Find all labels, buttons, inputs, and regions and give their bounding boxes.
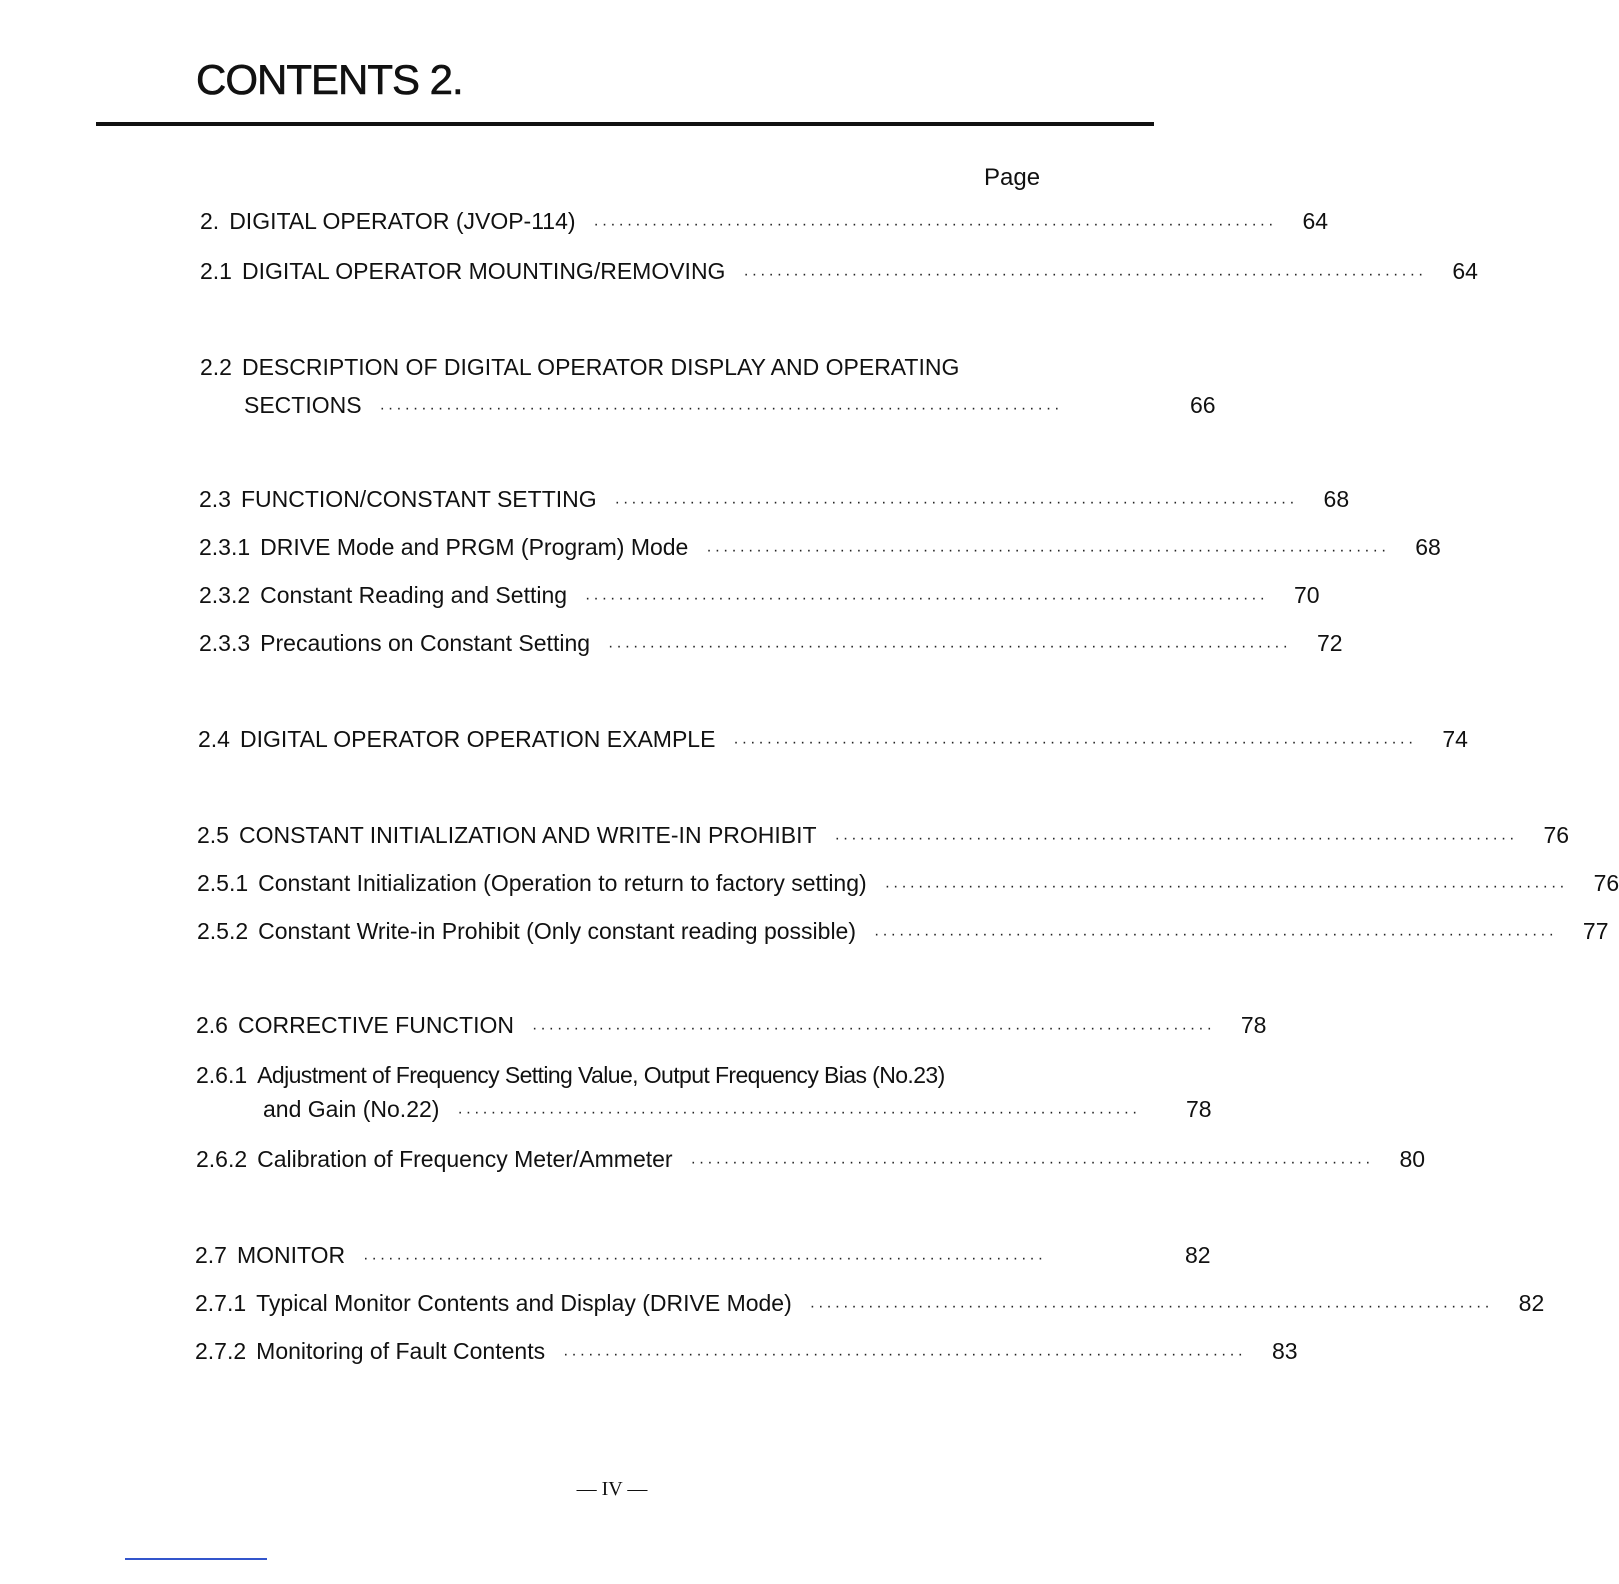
toc-entry-2-6-2[interactable] [196,1142,1426,1180]
entry-number: 2.5.2 [197,918,249,944]
toc-entry-2-6[interactable] [196,1008,1267,1046]
dot-leader: ·················································································· [614,494,1298,511]
toc-entry-2-7-1[interactable] [195,1286,1545,1324]
entry-title: DRIVE Mode and PRGM (Program) Mode [260,534,689,560]
dot-leader: ·················································································· [743,266,1427,283]
entry-page: 64 [1302,208,1329,234]
dot-leader: ·················································································· [874,926,1557,943]
toc-entry-2-5[interactable] [197,818,1570,856]
entry-page: 76 [1593,870,1619,896]
entry-title-continuation: and Gain (No.22) [263,1096,440,1122]
entry-number: 2.6 [196,1012,228,1038]
entry-number: 2.7 [195,1242,227,1268]
entry-title-continuation: SECTIONS [244,392,362,418]
entry-number: 2.5 [197,822,229,848]
toc-entry-2-7-2[interactable] [195,1334,1298,1372]
dot-leader: ·················································································· [608,638,1291,655]
toc-entry-2-7[interactable] [195,1238,1225,1276]
toc-entry-2-5-1[interactable] [197,866,1619,904]
dot-leader: ·················································································· [884,878,1568,895]
page-column-label: Page [984,164,1041,191]
entry-title: Constant Initialization (Operation to return to factory setting) [258,870,867,896]
dot-leader: ·················································································· [834,830,1518,847]
dot-leader: ·················································································· [585,590,1268,607]
page-title: CONTENTS 2. [196,56,463,103]
entry-title: MONITOR [236,1242,346,1268]
title-divider [96,122,1154,126]
bottom-divider [125,1558,267,1560]
entry-title: Calibration of Frequency Meter/Ammeter [257,1146,673,1172]
entry-title: DESCRIPTION OF DIGITAL OPERATOR DISPLAY AND OPERATING [241,354,960,380]
entry-page: 77 [1582,918,1609,944]
entry-title: CORRECTIVE FUNCTION [237,1012,514,1038]
toc-entry-2-3[interactable] [199,482,1350,520]
dot-leader: ·················································································· [563,1346,1246,1363]
entry-page: 78 [1186,1096,1212,1122]
entry-number: 2.1 [200,258,232,284]
toc-entry-2-3-2[interactable] [199,578,1320,616]
entry-title: Precautions on Constant Setting [260,630,591,656]
dot-leader: ·················································································· [706,542,1390,559]
entry-page: 82 [1185,1242,1211,1268]
entry-number: 2. [200,208,220,234]
dot-leader: ·················································································· [363,1250,1047,1267]
entry-title: CONSTANT INITIALIZATION AND WRITE-IN PROHIBIT [238,822,817,848]
entry-title: FUNCTION/CONSTANT SETTING [240,486,597,512]
entry-page: 82 [1518,1290,1545,1316]
entry-page: 83 [1272,1338,1298,1364]
dot-leader: ·················································································· [593,216,1277,233]
entry-number: 2.7.1 [195,1290,247,1316]
toc-entry-2-3-1[interactable] [199,530,1441,568]
entry-page: 68 [1415,534,1441,560]
dot-leader: ·················································································· [457,1104,1141,1121]
toc-entry-2-6-1[interactable] [196,1058,1226,1130]
dot-leader: ·················································································· [690,1154,1374,1171]
entry-title: Adjustment of Frequency Setting Value, Output Frequency Bias (No.23) [257,1062,945,1088]
entry-number: 2.4 [198,726,230,752]
entry-number: 2.5.1 [197,870,249,896]
dot-leader: ·················································································· [531,1020,1215,1037]
entry-number: 2.7.2 [195,1338,247,1364]
toc-entry-2-1[interactable] [200,254,1478,292]
entry-title: DIGITAL OPERATOR (JVOP-114) [229,208,576,234]
entry-page: 74 [1442,726,1468,752]
entry-page: 64 [1452,258,1478,284]
entry-number: 2.3.2 [199,582,251,608]
entry-page: 68 [1323,486,1350,512]
toc-entry-2[interactable] [200,204,1329,242]
dot-leader: ·················································································· [379,400,1063,417]
entry-page: 78 [1240,1012,1267,1038]
entry-number: 2.3.1 [199,534,251,560]
entry-page: 66 [1190,392,1216,418]
dot-leader: ·················································································· [809,1298,1493,1315]
entry-page: 80 [1399,1146,1426,1172]
entry-title: Constant Reading and Setting [260,582,568,608]
entry-title: Constant Write-in Prohibit (Only constant reading possible) [258,918,857,944]
entry-title: DIGITAL OPERATOR MOUNTING/REMOVING [241,258,726,284]
toc-entry-2-5-2[interactable] [197,914,1609,952]
entry-page: 76 [1543,822,1570,848]
entry-number: 2.3.3 [199,630,251,656]
toc-entry-2-4[interactable] [198,722,1468,760]
entry-title: Typical Monitor Contents and Display (DRIVE Mode) [256,1290,792,1316]
entry-title: Monitoring of Fault Contents [256,1338,546,1364]
entry-number: 2.3 [199,486,231,512]
toc-entry-2-2[interactable] [200,350,1230,426]
entry-number: 2.2 [200,354,232,380]
entry-page: 72 [1316,630,1343,656]
entry-number: 2.6.2 [196,1146,248,1172]
entry-page: 70 [1293,582,1320,608]
entry-title: DIGITAL OPERATOR OPERATION EXAMPLE [239,726,716,752]
toc-entry-2-3-3[interactable] [199,626,1343,664]
entry-number: 2.6.1 [196,1062,248,1088]
page-footer-number: — IV — [576,1478,648,1500]
dot-leader: ·················································································· [733,734,1417,751]
